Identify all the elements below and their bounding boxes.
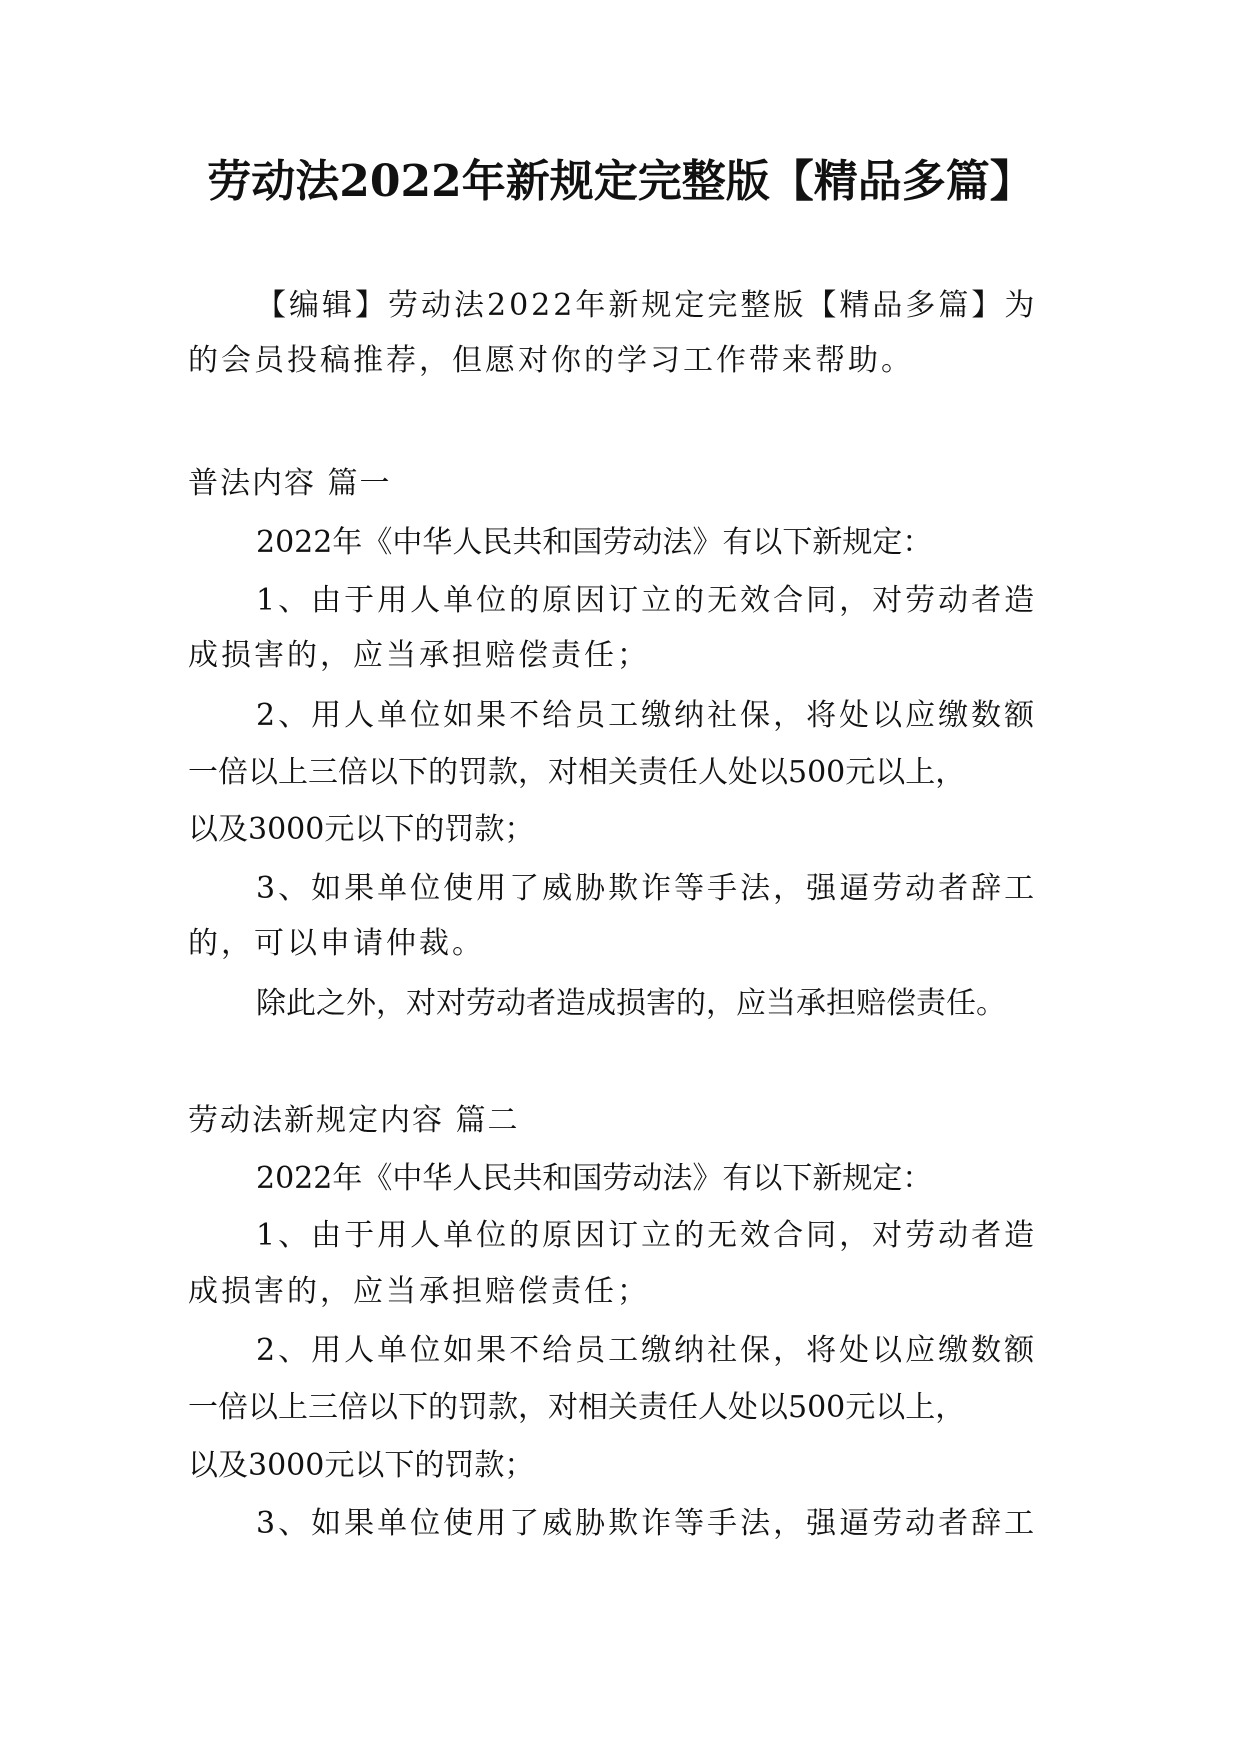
section-2-item-3-line-1: 3、如果单位使用了威胁欺诈等手法，强逼劳动者辞工 xyxy=(256,1506,1038,1541)
section-1-lead: 2022年《中华人民共和国劳动法》有以下新规定： xyxy=(256,525,933,560)
section-1-item-2-line-2: 一倍以上三倍以下的罚款，对相关责任人处以500元以上， xyxy=(188,755,966,790)
section-1-item-1-line-1: 1、由于用人单位的原因订立的无效合同，对劳动者造 xyxy=(256,583,1038,618)
section-1-item-3-line-1: 3、如果单位使用了威胁欺诈等手法，强逼劳动者辞工 xyxy=(256,871,1038,906)
section-2-item-2-line-3: 以及3000元以下的罚款； xyxy=(188,1448,535,1483)
section-1-heading: 普法内容 篇一 xyxy=(188,466,392,501)
section-2-heading: 劳动法新规定内容 篇二 xyxy=(188,1103,520,1138)
section-2-item-2-line-1: 2、用人单位如果不给员工缴纳社保，将处以应缴数额 xyxy=(256,1333,1038,1368)
intro-line-1: 【编辑】劳动法2022年新规定完整版【精品多篇】为 xyxy=(256,288,1038,323)
section-1-item-2-line-1: 2、用人单位如果不给员工缴纳社保，将处以应缴数额 xyxy=(256,698,1038,733)
section-1-item-1-line-2: 成损害的，应当承担赔偿责任； xyxy=(188,638,650,673)
section-1-closing: 除此之外，对对劳动者造成损害的，应当承担赔偿责任。 xyxy=(256,986,1006,1021)
section-1-item-3-line-2: 的，可以申请仲裁。 xyxy=(188,926,485,961)
section-2-item-1-line-1: 1、由于用人单位的原因订立的无效合同，对劳动者造 xyxy=(256,1218,1038,1253)
intro-line-2: 的会员投稿推荐，但愿对你的学习工作带来帮助。 xyxy=(188,343,914,378)
section-2-lead: 2022年《中华人民共和国劳动法》有以下新规定： xyxy=(256,1161,933,1196)
section-2-item-2-line-2: 一倍以上三倍以下的罚款，对相关责任人处以500元以上， xyxy=(188,1390,966,1425)
section-2-item-1-line-2: 成损害的，应当承担赔偿责任； xyxy=(188,1274,650,1309)
section-1-item-2-line-3: 以及3000元以下的罚款； xyxy=(188,812,535,847)
document-title: 劳动法2022年新规定完整版【精品多篇】 xyxy=(207,156,1034,207)
